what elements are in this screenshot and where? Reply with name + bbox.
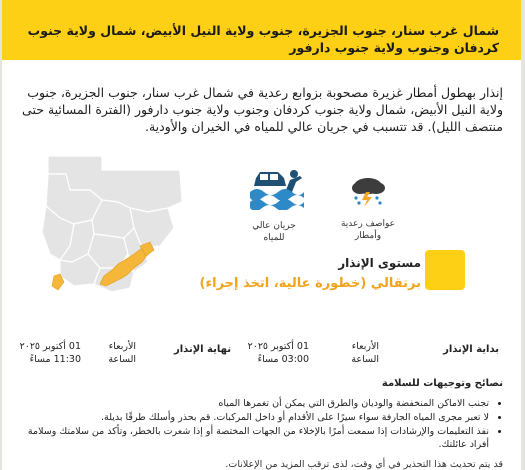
start-day: الأربعاء: [351, 341, 379, 352]
start-date: 01 أكتوبر ٢٠٢٥: [247, 341, 309, 352]
safety-tip: • نفذ التعليمات والإرشادات إذا سمعت أمرًا بالإخلاء من الجهات المختصة أو إذا شعرت بالخطر، وتأكد من سلامتك وسلامة أفراد عائلتك.: [7, 425, 489, 451]
end-day: الأربعاء: [108, 341, 136, 352]
safety-tip: • تجنب الاماكن المنخفضة والوديان والطرق التي يمكن أن تغمرها المياه: [7, 397, 489, 410]
thunderstorm-cloud-icon: [348, 174, 388, 208]
start-time: 03:00 مساءً: [257, 354, 309, 365]
safety-tips-list: [7, 397, 503, 452]
alert-level-title: مستوى الإنذار: [338, 256, 421, 270]
alert-level-swatch: [425, 250, 465, 290]
warning-card: [2, 0, 521, 470]
safety-title: نصائح وتوجيهات للسلامة: [381, 378, 503, 389]
start-label: بداية الإنذار: [443, 344, 499, 355]
warning-description: إنذار بهطول أمطار غزيرة مصحوبة بزوابع رعدية في شمال غرب سنار، جنوب الجزيرة، جنوب ولاية النيل الأبيض، شمال ولاية جنوب كردفان وجنوب ولاية جنوب دارفور (الفترة المسائية حتى منتصف الليل). قد تتسبب في جريان عالي للمياه في الخيران والأودية.: [22, 85, 503, 134]
regions-banner: [2, 0, 521, 60]
storm-caption: عواصف رعدية وأمطار: [340, 219, 396, 241]
end-time-label: الساعة: [108, 354, 136, 365]
end-label: نهاية الإنذار: [173, 344, 231, 355]
flood-car-icon: [248, 168, 304, 210]
end-date: 01 أكتوبر ٢٠٢٥: [19, 341, 81, 352]
alert-level-value: برتقالي (خطورة عالية، اتخذ إجراء): [199, 276, 421, 291]
end-time: 11:30 مساءً: [29, 354, 81, 365]
start-time-label: الساعة: [351, 354, 379, 365]
sudan-map: [30, 150, 186, 306]
update-notice: قد يتم تحديث هذا التحذير في أي وقت، لذى ترقب المزيد من الإعلانات.: [225, 459, 503, 470]
flood-caption: جريان عالي للمياه: [252, 221, 296, 243]
safety-tip: • لا تعبر مجرى المياه الجارفة سواء سيرًا على الأقدام أو داخل المركبات. قم بحذر وأسلك طرقًا بديلة.: [7, 411, 489, 424]
affected-regions-text: شمال غرب سنار، جنوب الجزيرة، جنوب ولاية النيل الأبيض، شمال ولاية جنوب كردفان وجنوب ولاية جنوب دارفور: [27, 23, 499, 55]
